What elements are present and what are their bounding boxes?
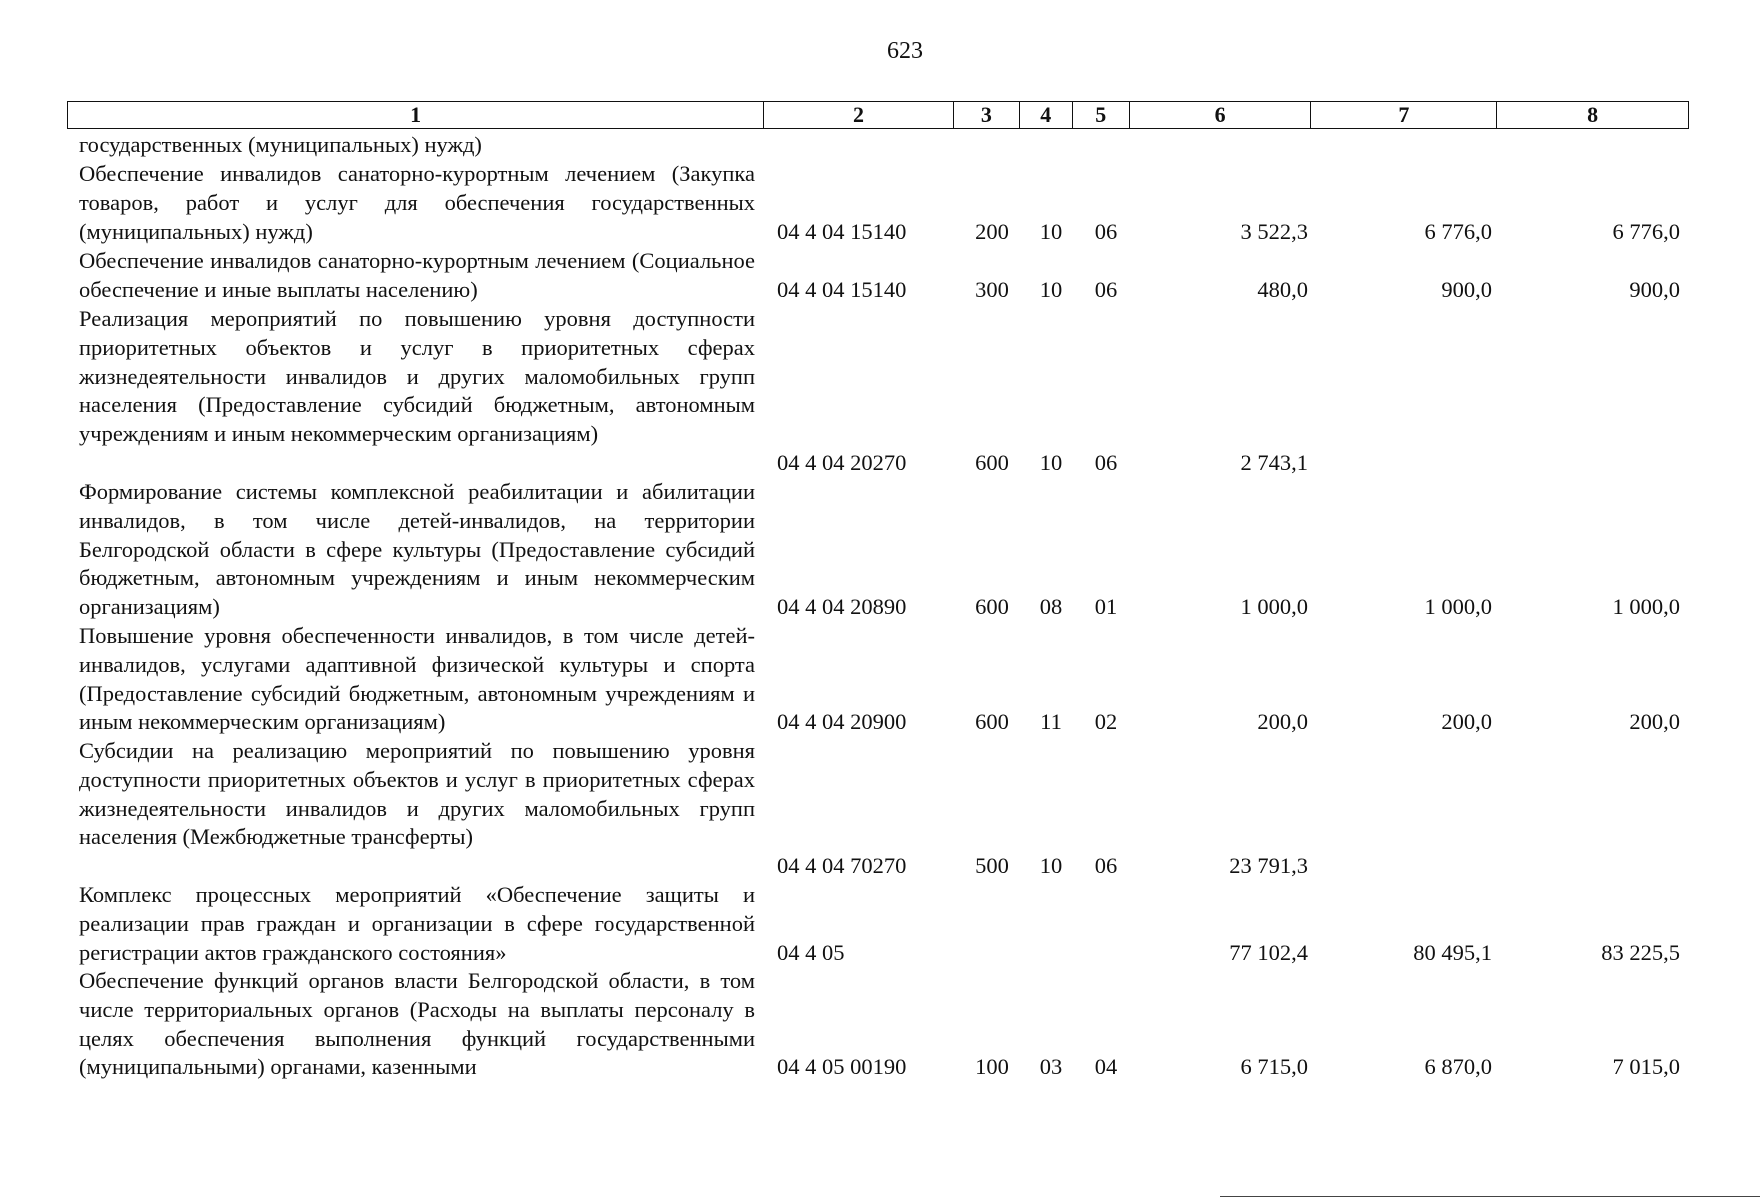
header-col-8: 8 [1587, 102, 1599, 127]
row-col-3: 300 [975, 276, 1009, 302]
row-col-7: 80 495,1 [1413, 939, 1492, 965]
row-col-8: 900,0 [1629, 276, 1680, 302]
row-col-7: 6 776,0 [1424, 218, 1492, 244]
row-description: государственных (муниципальных) нужд) [79, 132, 482, 157]
row-col-4: 03 [1039, 1054, 1063, 1080]
row-col-6: 1 000,0 [1240, 594, 1308, 620]
row-col-7: 900,0 [1441, 276, 1492, 302]
row-col-7: 200,0 [1441, 709, 1492, 735]
row-col-6: 23 791,3 [1229, 853, 1308, 879]
row-code: 04 4 04 15140 [777, 218, 907, 244]
row-col-3: 600 [975, 594, 1009, 620]
row-col-5: 04 [1094, 1054, 1118, 1080]
row-col-7: 6 870,0 [1424, 1054, 1492, 1080]
row-col-3: 500 [975, 853, 1009, 879]
row-col-5: 06 [1094, 853, 1118, 879]
row-col-4: 10 [1039, 218, 1063, 244]
row-col-4: 08 [1039, 594, 1063, 620]
page-number: 623 [887, 38, 923, 64]
row-col-8: 200,0 [1629, 709, 1680, 735]
row-col-3: 100 [975, 1054, 1009, 1080]
row-col-3: 600 [975, 709, 1009, 735]
row-col-6: 2 743,1 [1240, 450, 1308, 475]
row-col-5: 01 [1094, 594, 1118, 620]
row-col-5: 06 [1094, 218, 1118, 244]
row-col-5: 02 [1094, 709, 1118, 735]
table-header [67, 101, 1689, 129]
header-col-4: 4 [1020, 102, 1073, 128]
row-code: 04 4 05 00190 [777, 1054, 907, 1080]
header-col-6: 6 [1130, 102, 1312, 128]
row-col-8: 1 000,0 [1612, 594, 1680, 620]
row-code: 04 4 04 15140 [777, 276, 907, 302]
row-col-6: 200,0 [1257, 709, 1308, 735]
row-description: Субсидии на реализацию мероприятий по повышению уровня доступности приоритетных объектов и услуг в приоритетных сферах жизнедеятельности инвалидов и других маломобильных групп населения (Межбюджетные трансферты) [79, 738, 755, 850]
row-col-8: 7 015,0 [1612, 1054, 1680, 1080]
row-code: 04 4 04 20890 [777, 594, 907, 620]
bottom-rule [1220, 1196, 1760, 1197]
row-col-6: 3 522,3 [1240, 218, 1308, 244]
row-col-4: 10 [1039, 276, 1063, 302]
row-description: Обеспечение функций органов власти Белгородской области, в том числе территориальных органов (Расходы на выплаты персоналу в целях обеспечения выполнения функций государственными (муниципальными) органами, казенными [79, 968, 755, 1080]
row-col-6: 6 715,0 [1240, 1054, 1308, 1080]
header-col-3: 3 [954, 102, 1020, 128]
row-col-4: 11 [1040, 709, 1062, 735]
row-col-4: 10 [1039, 853, 1063, 879]
row-description: Формирование системы комплексной реабилитации и абилитации инвалидов, в том числе детей-инвалидов, на территории Белгородской области в сфере культуры (Предоставление субсидий бюджетным, автономным учреждениям и иным некоммерческим организациям) [79, 479, 755, 620]
row-col-6: 480,0 [1257, 276, 1308, 302]
row-col-8: 83 225,5 [1601, 939, 1680, 965]
row-col-3: 600 [975, 450, 1009, 475]
row-col-7: 1 000,0 [1424, 594, 1492, 620]
row-description: Обеспечение инвалидов санаторно-курортным лечением (Социальное обеспечение и иные выплаты населению) [79, 248, 755, 302]
header-col-7: 7 [1311, 102, 1497, 128]
row-col-4: 10 [1039, 450, 1063, 475]
row-code: 04 4 04 20900 [777, 709, 907, 735]
row-code: 04 4 04 70270 [777, 853, 907, 879]
header-col-1: 1 [68, 102, 764, 128]
row-description: Обеспечение инвалидов санаторно-курортным лечением (Закупка товаров, работ и услуг для обеспечения государственных (муниципальных) нужд) [79, 161, 755, 244]
header-col-2: 2 [764, 102, 954, 128]
row-col-8: 6 776,0 [1612, 218, 1680, 244]
row-col-3: 200 [975, 218, 1009, 244]
row-description: Комплекс процессных мероприятий «Обеспечение защиты и реализации прав граждан и организации в сфере государственной регистрации актов гражданского состояния» [79, 882, 755, 965]
row-description: Повышение уровня обеспеченности инвалидов, в том числе детей-инвалидов, услугами адаптивной физической культуры и спорта (Предоставление субсидий бюджетным, автономным учреждениям и иным некоммерческим организациям) [79, 623, 755, 735]
row-col-5: 06 [1094, 276, 1118, 302]
row-col-6: 77 102,4 [1229, 939, 1308, 965]
header-col-5: 5 [1073, 102, 1130, 128]
row-description: Реализация мероприятий по повышению уровня доступности приоритетных объектов и услуг в приоритетных сферах жизнедеятельности инвалидов и других маломобильных групп населения (Предоставление субсидий бюджетным, автономным учреждениям и иным некоммерческим организациям) [79, 306, 755, 447]
row-code: 04 4 04 20270 [777, 450, 907, 475]
row-col-5: 06 [1094, 450, 1118, 475]
row-code: 04 4 05 [777, 939, 845, 965]
